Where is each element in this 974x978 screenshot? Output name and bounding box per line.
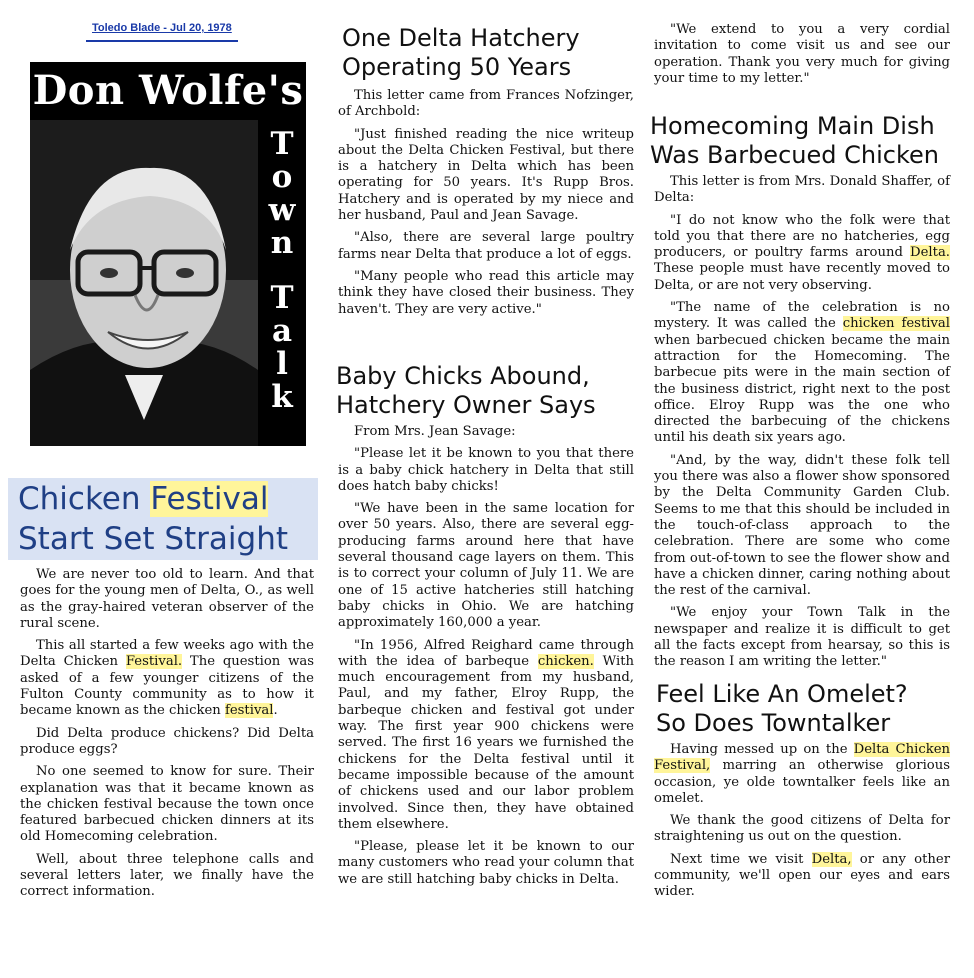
column-3-body-a: [654, 174, 950, 677]
paragraph: "Please, please let it be known to our many customers who read your column that we are still hatching baby chicks in Delta.: [338, 839, 634, 887]
paragraph: "Many people who read this article may think they have closed their business. They haven't. They are very active.": [338, 268, 634, 317]
title-letter: T: [270, 126, 294, 162]
paragraph: "I do not know who the folk were that told you that there are no hatcheries, egg producers, or poultry farms around Delta. These people must have recently moved to Delta, or are not very observing.: [654, 212, 950, 293]
headline-omelet: Feel Like An Omelet? So Does Towntalker: [656, 680, 908, 737]
title-letter: k: [271, 379, 293, 415]
title-letter: a: [271, 313, 293, 349]
paragraph: "Also, there are several large poultry farms near Delta that produce a lot of eggs.: [338, 230, 634, 262]
column-3-body-top: [654, 22, 950, 93]
column-1-body: [20, 567, 314, 907]
paragraph: "The name of the celebration is no mystery. It was called the chicken festival when barbecued chicken became the main attraction for the Homecoming. The barbecue pits were in the main section of the business district, right next to the post office. Elroy Rupp was the one who directed the barbecuing of the chickens until his death six years ago.: [654, 300, 950, 446]
columnist-photo: [30, 120, 258, 446]
paragraph: "We have been in the same location for over 50 years. Also, there are several egg-producing farms around here that have several thousand cage layers on them. This is to correct your column of July 11. We are one of 15 active hatcheries still hatching baby chicks in Ohio. We are hatching approximately 160,000 a year.: [338, 501, 634, 631]
paragraph: This all started a few weeks ago with the Delta Chicken Festival. The question was asked of a few younger citizens of the Fulton County community as to how it became known as the chicken festival.: [20, 638, 315, 719]
main-headline: Chicken Festival Start Set Straight: [18, 481, 289, 557]
paragraph: This letter came from Frances Nofzinger, of Archbold:: [338, 88, 634, 120]
source-underline: [86, 40, 238, 42]
title-letter: w: [268, 192, 296, 228]
column-2-body-b: [338, 424, 634, 894]
headline-homecoming: Homecoming Main Dish Was Barbecued Chicken: [650, 112, 939, 169]
paragraph: We thank the good citizens of Delta for straightening us out on the question.: [654, 813, 950, 845]
column-2-body-a: [338, 88, 634, 324]
paragraph: "And, by the way, didn't these folk tell you there was also a flower show sponsored by the Delta Community Garden Club. Seems to me that this should be included in the touch-of-class approach to the celebration. There are some who come from out-of-town to see the flower show and have a chicken dinner, caring nothing about the rest of the carnival.: [654, 452, 950, 599]
paragraph: "We extend to you a very cordial invitation to come visit us and see our operation. Thank you very much for giving your time to my letter.": [654, 22, 950, 86]
paragraph: From Mrs. Jean Savage:: [354, 424, 516, 439]
title-letter: n: [270, 225, 294, 261]
paragraph: "In 1956, Alfred Reighard came through with the idea of barbeque chicken. With much encouragement from my husband, Paul, and my father, Elroy Rupp, the barbeque chicken and festival got under way. The first year 900 chickens were served. The first 16 years we furnished the chickens for the Delta festival until it became impossible because of the amount of chickens used and our labor problem involved. Since then, they have obtained them elsewhere.: [338, 637, 634, 832]
paragraph: This letter is from Mrs. Donald Shaffer, of Delta:: [654, 174, 950, 206]
paragraph: We are never too old to learn. And that goes for the young men of Delta, O., as well as the gray-haired veteran observer of the rural scene.: [20, 567, 314, 631]
paragraph: "We enjoy your Town Talk in the newspaper and realize it is difficult to get all the facts except from hearsay, so this is the reason I am writing the letter.": [654, 605, 950, 670]
paragraph: "Please let it be known to you that there is a baby chick hatchery in Delta that still does hatch baby chicks!: [338, 446, 634, 494]
paragraph: Well, about three telephone calls and several letters later, we finally have the correct information.: [20, 851, 314, 900]
portrait-image: [30, 120, 258, 446]
source-link[interactable]: Toledo Blade - Jul 20, 1978: [92, 22, 232, 34]
paragraph: Next time we visit Delta, or any other community, we'll open our eyes and ears wider.: [654, 851, 950, 900]
title-letter: o: [271, 159, 293, 195]
headline-hatchery: One Delta Hatchery Operating 50 Years: [342, 24, 580, 81]
headline-baby-chicks: Baby Chicks Abound, Hatchery Owner Says: [336, 362, 596, 419]
column-3-body-b: [654, 742, 950, 907]
highlighted-word: Festival: [150, 481, 269, 517]
town-talk-vertical-title: [258, 120, 306, 446]
paragraph: "Just finished reading the nice writeup about the Delta Chicken Festival, but there is a hatchery in Delta which has been operating for 50 years. It's Rupp Bros. Hatchery and is operated by my niece and her husband, Paul and Jean Savage.: [338, 126, 634, 224]
paragraph: Having messed up on the Delta Chicken Festival, marring an otherwise glorious occasion, ye olde towntalker feels like an omelet.: [654, 742, 950, 806]
column-banner: Don Wolfe's: [30, 62, 306, 120]
title-letter: l: [276, 346, 288, 382]
paragraph: Did Delta produce chickens? Did Delta produce eggs?: [20, 725, 314, 757]
title-letter: T: [270, 280, 294, 316]
paragraph: No one seemed to know for sure. Their explanation was that it became known as the chicken festival because the town once featured barbecued chicken dinners at its old Homecoming celebration.: [20, 764, 314, 845]
